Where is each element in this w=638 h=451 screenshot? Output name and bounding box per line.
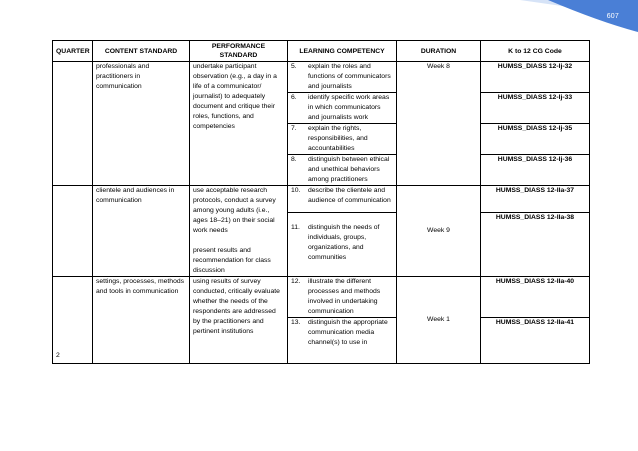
- competency-number: 13.: [291, 319, 301, 326]
- performance-standard-cell: using results of survey conducted, critically evaluate whether the needs of the respondents are addressed by the practitioners and pertinent institutions: [190, 277, 288, 364]
- competency-text: illustrate the different processes and methods involved in undertaking communication: [308, 278, 381, 315]
- header-performance-standard: PERFORMANCE STANDARD: [190, 41, 288, 62]
- competency-cell: [288, 186, 397, 213]
- content-standard-cell: settings, processes, methods and tools in communication: [93, 277, 190, 364]
- content-standard-cell: clientele and audiences in communication: [93, 186, 190, 277]
- competency-number: 8.: [291, 156, 297, 163]
- competency-number: 5.: [291, 63, 297, 70]
- table-row: [53, 277, 590, 318]
- header-code: K to 12 CG Code: [481, 41, 590, 62]
- competency-text: distinguish the needs of individuals, groups, organizations, and communities: [308, 223, 380, 261]
- header-row: [53, 41, 590, 62]
- paragraph-spacer: [193, 236, 284, 246]
- duration-cell: Week 8: [397, 62, 481, 186]
- performance-standard-cell: [190, 186, 288, 277]
- competency-number: 12.: [291, 278, 301, 285]
- competency-text: explain the roles and functions of communicators and journalists: [308, 63, 391, 90]
- code-cell: HUMSS_DIASS 12-IIa-37: [481, 186, 590, 213]
- header-learning-competency: LEARNING COMPETENCY: [288, 41, 397, 62]
- competency-cell: [288, 93, 397, 124]
- code-cell: HUMSS_DIASS 12-Ij-33: [481, 93, 590, 124]
- competency-number: 11.: [291, 223, 300, 231]
- code-cell: HUMSS_DIASS 12-IIa-38: [481, 212, 590, 276]
- competency-cell: [288, 124, 397, 155]
- duration-cell: Week 1: [397, 277, 481, 364]
- page-number: 607: [606, 13, 619, 20]
- content-standard-cell: professionals and practitioners in communication: [93, 62, 190, 186]
- table-row: [53, 62, 590, 93]
- performance-standard-text: present results and recommendation for class discussion: [193, 247, 271, 274]
- quarter-cell: [53, 62, 93, 186]
- competency-cell: [288, 155, 397, 186]
- code-cell: HUMSS_DIASS 12-IIa-41: [481, 318, 590, 364]
- competency-number: 7.: [291, 125, 297, 132]
- code-cell: HUMSS_DIASS 12-Ij-32: [481, 62, 590, 93]
- header-duration: DURATION: [397, 41, 481, 62]
- quarter-cell: 2: [53, 277, 93, 364]
- competency-text: explain the rights, responsibilities, and accountabilities: [308, 125, 368, 152]
- code-cell: HUMSS_DIASS 12-Ij-36: [481, 155, 590, 186]
- banner-blue-band: [548, 0, 638, 32]
- competency-number: 10.: [291, 187, 301, 194]
- performance-standard-cell: undertake participant observation (e.g., a day in a life of a communicator/ journalist) to adequately document and critique their roles, functions, and competencies: [190, 62, 288, 186]
- code-cell: HUMSS_DIASS 12-Ij-35: [481, 124, 590, 155]
- competency-cell: [288, 277, 397, 318]
- page-corner-banner: [0, 0, 638, 40]
- competency-cell: [288, 212, 397, 276]
- header-content-standard: CONTENT STANDARD: [93, 41, 190, 62]
- table-row: [53, 186, 590, 213]
- curriculum-guide-table: [52, 40, 590, 364]
- duration-cell: Week 9: [397, 186, 481, 277]
- header-quarter: QUARTER: [53, 41, 93, 62]
- competency-text: distinguish between ethical and unethical behaviors among practitioners: [308, 156, 390, 183]
- performance-standard-text: use acceptable research protocols, conduct a survey among young adults (i.e., ages 18–21) on their social work needs: [193, 187, 276, 234]
- competency-cell: [288, 318, 397, 364]
- quarter-cell: [53, 186, 93, 277]
- competency-text: identify specific work areas in which communicators and journalists work: [308, 94, 390, 121]
- competency-text: describe the clientele and audience of communication: [308, 187, 391, 204]
- competency-text: distinguish the appropriate communication media channel(s) to use in: [308, 319, 388, 346]
- competency-cell: [288, 62, 397, 93]
- code-cell: HUMSS_DIASS 12-IIa-40: [481, 277, 590, 318]
- competency-number: 6.: [291, 94, 297, 101]
